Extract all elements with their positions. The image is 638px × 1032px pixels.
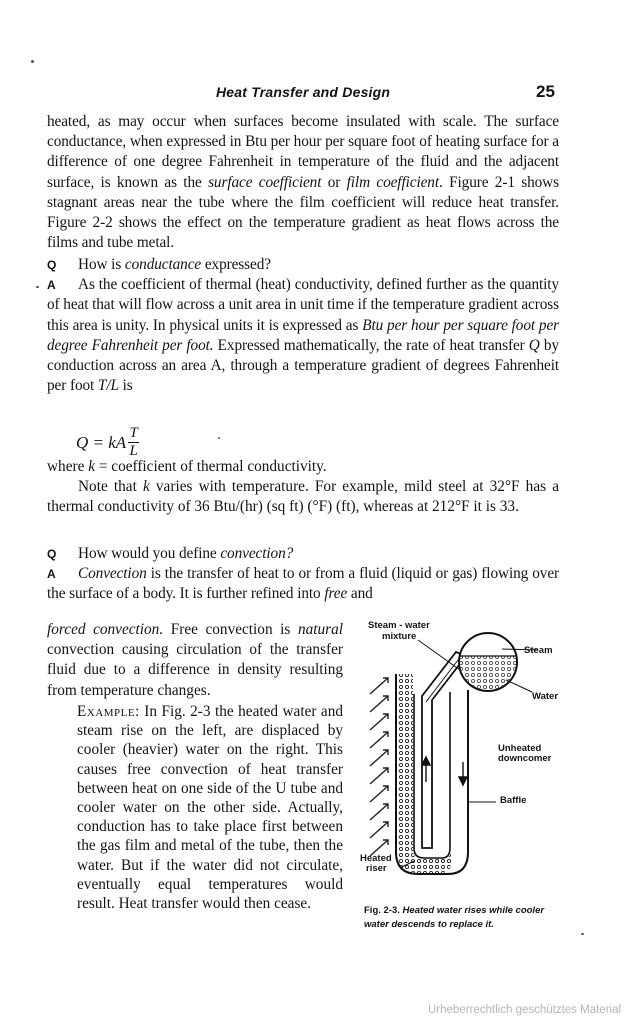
question-conductance: Q How is conductance expressed? [47,255,559,275]
answer-tag: A [47,278,56,293]
running-head: Heat Transfer and Design [216,84,391,100]
example-paragraph: Example: In Fig. 2-3 the heated water and steam rise on the left, are displaced by cooler (heavier) water on the right. This causes free convection of heat transfer between heat on one side of the U tube and cooler water on the other side. Actually, conduction has to take place first between the gas film and metal of the tube, then the water. But if the water did not circulate, eventually equal temperatures would result. Heat transfer would then cease. [77,703,343,913]
figure-caption [364,904,560,932]
question-tag: Q [47,547,57,561]
label-mixture: mixture [382,631,417,642]
qa-convection [47,544,559,605]
baffle [422,652,466,848]
paragraph-where-k: where k = coefficient of thermal conductivity. Note that k varies with temperature. For example, mild steel at 32°F has a thermal conductivity of 36 Btu/(hr) (sq ft) (°F) (ft), whereas at 212°F it is 33. [47,457,559,518]
paragraph-surface-coefficient: heated, as may occur when surfaces become insulated with scale. The surface conductance, when expressed in Btu per hour per square foot of heating surface for a difference of one degree Fahrenheit in temperature of the fluid and the adjacent surface, is known as the surface coefficient or film coefficient. Figure 2-1 shows stagnant areas near the tube where the film coefficient will reduce heat transfer. Figure 2-2 shows the effect on the temperature gradient as heat flows across the films and tube metal. [47,113,559,252]
label-baffle: Baffle [500,795,527,806]
label-riser: riser [366,863,387,874]
question-tag: Q [47,258,57,272]
label-water: Water [532,691,559,702]
conduction-formula [76,425,139,460]
label-steam: Steam [524,645,553,656]
formula-denominator: L [129,443,138,459]
heat-arrows [370,678,388,856]
paragraph-free-convection: forced convection. Free convection is natural convection causing circulation of the transfer fluid due to a difference in density resulting from temperature changes. [47,621,343,699]
scan-speck [31,60,34,63]
answer-conductance: A As the coefficient of thermal (heat) conductivity, defined further as the quantity of heat that will flow across a unit area in unit time if the temperature gradient across this area is unity. In physical units it is expressed as Btu per hour per square foot per degree Fahrenheit per foot. Expressed mathematically, the rate of heat transfer Q by conduction across an area A, through a temperature gradient of degrees Fahrenheit per foot T/L is [47,276,560,395]
scan-speck [36,286,39,288]
qa-conductance [47,255,559,396]
label-downcomer: downcomer [498,753,552,764]
label-heated: Heated [360,853,392,864]
figure-2-3-u-tube [356,612,566,904]
label-unheated: Unheated [498,743,542,754]
page-number: 25 [536,82,555,101]
answer-tag: A [47,567,56,582]
caption-text: Heated water rises while cooler water descends to replace it. [364,905,545,930]
example-label: Example: [77,703,140,720]
label-steam-water: Steam - water [368,620,430,631]
formula-numerator: T [129,425,138,441]
caption-number: Fig. 2-3. [364,905,400,916]
drum-water [460,656,516,690]
watermark: Urheberrechtlich geschütztes Material [428,1004,622,1016]
scan-speck [581,933,584,935]
formula-fraction [128,425,139,460]
note-mild-steel: Note that k varies with temperature. For example, mild steel at 32°F has a thermal conductivity of 36 Btu/(hr) (sq ft) (°F) (ft), whereas at 212°F it is 33. [47,478,560,516]
question-convection: Q How would you define convection? [47,544,559,564]
formula-lhs: Q = kA [76,432,127,452]
scan-speck [218,437,220,439]
answer-convection: A Convection is the transfer of heat to or from a fluid (liquid or gas) flowing over the surface of a body. It is further refined into free and [47,565,559,603]
